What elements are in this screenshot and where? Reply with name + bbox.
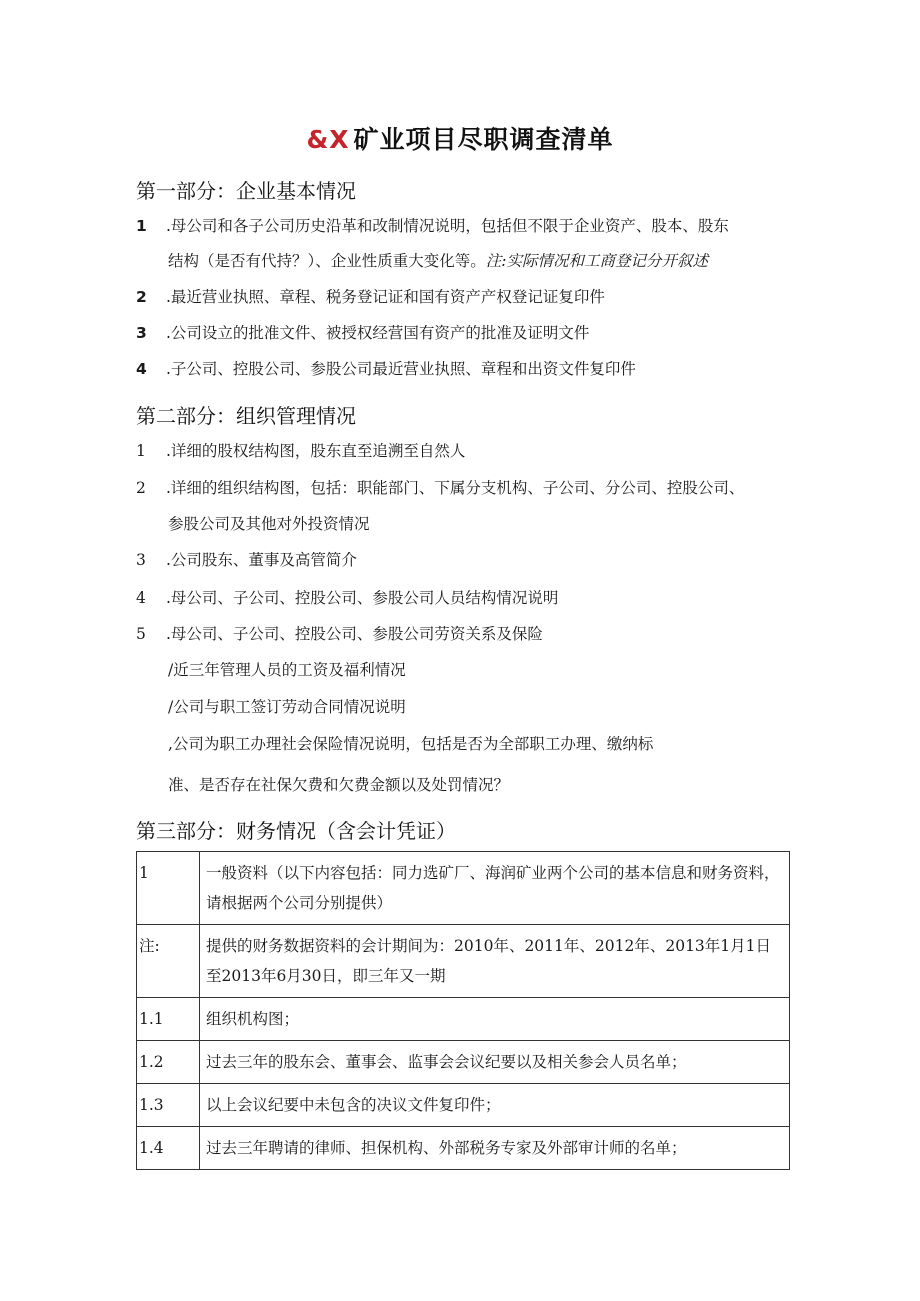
table-cell-text: 过去三年的股东会、董事会、监事会会议纪要以及相关参会人员名单； [200,1041,790,1084]
table-cell-text: 以上会议纪要中未包含的决议文件复印件； [200,1084,790,1127]
document-title [0,120,920,156]
part2-item-2: 2 .详细的组织结构图，包括：职能部门、下属分支机构、子公司、分公司、控股公司、 [136,479,745,497]
table-row [137,998,790,1041]
part3-heading: 第三部分：财务情况（含会计凭证） [136,819,456,843]
table-cell-num: 1.1 [137,998,200,1041]
table-cell-num: 注: [137,925,200,998]
part2-item-3: 3 .公司股东、董事及高管简介 [136,551,357,569]
part2-heading: 第二部分：组织管理情况 [136,404,356,428]
table-cell-num: 1 [137,852,200,925]
part2-sub-1: /近三年管理人员的工资及福利情况 [168,661,406,679]
title-text: 矿业项目尽职调查清单 [353,125,614,154]
part1-item-1: 1 .母公司和各子公司历史沿革和改制情况说明，包括但不限于企业资产、股本、股东 [136,217,729,235]
part2-sub-3: ,公司为职工办理社会保险情况说明，包括是否为全部职工办理、缴纳标 [168,735,654,753]
part1-item-1-cont: 结构（是否有代持？）、企业性质重大变化等。注:实际情况和工商登记分开叙述 [168,252,708,270]
part2-item-4: 4 .母公司、子公司、控股公司、参股公司人员结构情况说明 [136,589,559,607]
table-cell-num: 1.2 [137,1041,200,1084]
table-cell-text: 过去三年聘请的律师、担保机构、外部税务专家及外部审计师的名单； [200,1127,790,1170]
table-row [137,852,790,925]
table-cell-num: 1.4 [137,1127,200,1170]
table-cell-text: 一般资料（以下内容包括：同力选矿厂、海润矿业两个公司的基本信息和财务资料，请根据两个公司分别提供） [200,852,790,925]
part1-item-1-note: 注:实际情况和工商登记分开叙述 [485,252,708,270]
table-cell-num: 1.3 [137,1084,200,1127]
table-row [137,925,790,998]
table-row [137,1084,790,1127]
part1-item-4: 4 .子公司、控股公司、参股公司最近营业执照、章程和出资文件复印件 [136,360,636,378]
part2-item-5: 5 .母公司、子公司、控股公司、参股公司劳资关系及保险 [136,625,543,643]
table-row [137,1127,790,1170]
table-row [137,1041,790,1084]
finance-table [136,851,790,1170]
part2-item-2-cont: 参股公司及其他对外投资情况 [168,515,370,533]
part2-sub-2: /公司与职工签订劳动合同情况说明 [168,698,406,716]
part2-item-1: 1 .详细的股权结构图，股东直至追溯至自然人 [136,442,466,460]
part1-item-3: 3 .公司设立的批准文件、被授权经营国有资产的批准及证明文件 [136,324,590,342]
table-cell-text: 组织机构图； [200,998,790,1041]
table-cell-text: 提供的财务数据资料的会计期间为：2010年、2011年、2012年、2013年1月1日至2013年6月30日，即三年又一期 [200,925,790,998]
part2-sub-4: 准、是否存在社保欠费和欠费金额以及处罚情况？ [168,776,510,794]
title-prefix: &X [306,125,350,154]
part1-heading: 第一部分：企业基本情况 [136,179,356,203]
part1-item-2: 2 .最近营业执照、章程、税务登记证和国有资产产权登记证复印件 [136,288,605,306]
